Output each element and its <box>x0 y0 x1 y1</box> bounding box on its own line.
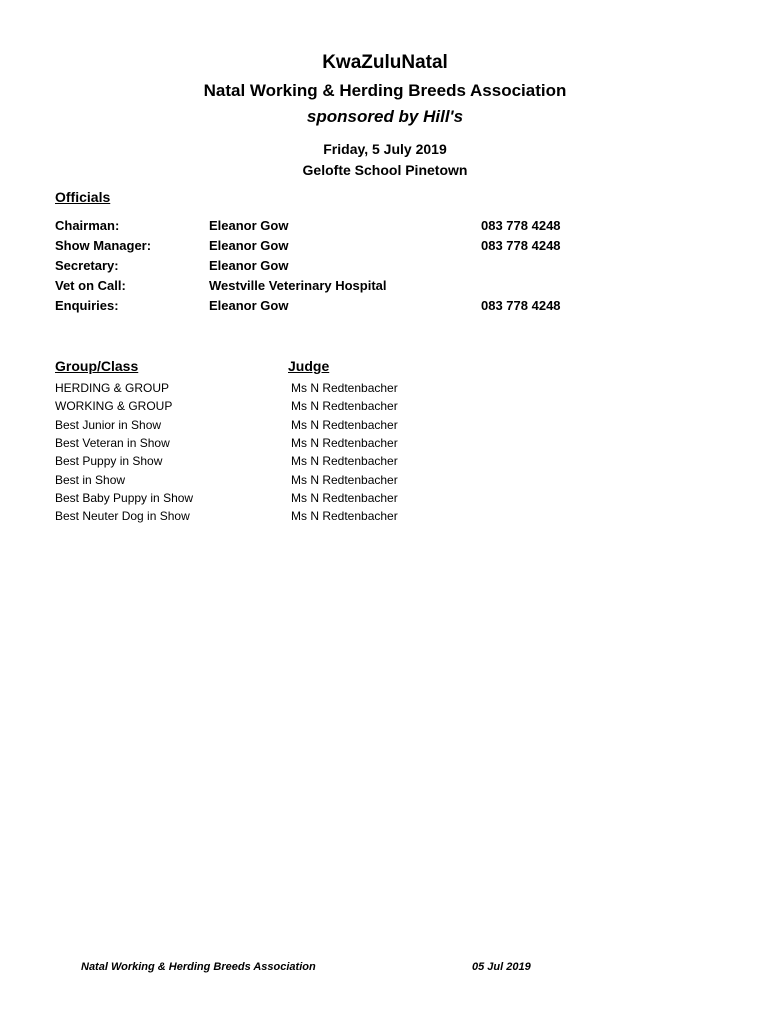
sponsor-line: sponsored by Hill's <box>306 107 464 126</box>
class-row <box>0 473 770 491</box>
official-phone: 083 778 4248 <box>481 298 561 313</box>
official-name: Eleanor Gow <box>209 258 289 273</box>
footer-organisation: Natal Working & Herding Breeds Association <box>81 961 316 973</box>
class-name: WORKING & GROUP <box>55 399 173 413</box>
class-name: Best in Show <box>55 473 126 487</box>
group-class-heading: Group/Class <box>55 358 139 374</box>
official-phone: 083 778 4248 <box>481 238 561 253</box>
official-role: Enquiries: <box>55 298 119 313</box>
class-judge: Ms N Redtenbacher <box>291 509 398 523</box>
class-judge: Ms N Redtenbacher <box>291 473 398 487</box>
region-title: KwaZuluNatal <box>322 52 448 73</box>
official-role: Show Manager: <box>55 238 152 253</box>
official-role: Secretary: <box>55 258 119 273</box>
official-role: Vet on Call: <box>55 278 126 293</box>
class-name: Best Veteran in Show <box>55 436 170 450</box>
class-name: Best Puppy in Show <box>55 454 163 468</box>
official-row-secretary <box>0 258 770 278</box>
show-date: Friday, 5 July 2019 <box>323 141 447 157</box>
show-venue: Gelofte School Pinetown <box>302 162 468 178</box>
official-name: Westville Veterinary Hospital <box>209 278 387 293</box>
class-judge: Ms N Redtenbacher <box>291 418 398 432</box>
class-name: Best Baby Puppy in Show <box>55 491 194 505</box>
judge-heading: Judge <box>288 358 330 374</box>
class-judge: Ms N Redtenbacher <box>291 436 398 450</box>
official-name: Eleanor Gow <box>209 298 289 313</box>
official-name: Eleanor Gow <box>209 238 289 253</box>
class-judge: Ms N Redtenbacher <box>291 491 398 505</box>
official-name: Eleanor Gow <box>209 218 289 233</box>
official-phone: 083 778 4248 <box>481 218 561 233</box>
class-row <box>0 418 770 436</box>
class-judge: Ms N Redtenbacher <box>291 399 398 413</box>
class-row <box>0 491 770 509</box>
official-row-show-manager <box>0 238 770 258</box>
class-judge: Ms N Redtenbacher <box>291 454 398 468</box>
class-row <box>0 436 770 454</box>
class-row <box>0 454 770 472</box>
association-title: Natal Working & Herding Breeds Association <box>203 81 567 100</box>
class-row <box>0 381 770 399</box>
official-row-vet-on-call <box>0 278 770 298</box>
official-role: Chairman: <box>55 218 120 233</box>
official-row-enquiries <box>0 298 770 318</box>
official-row-chairman <box>0 218 770 238</box>
class-name: HERDING & GROUP <box>55 381 170 395</box>
class-name: Best Junior in Show <box>55 418 162 432</box>
footer-date: 05 Jul 2019 <box>472 961 531 973</box>
class-row <box>0 399 770 417</box>
class-judge: Ms N Redtenbacher <box>291 381 398 395</box>
class-name: Best Neuter Dog in Show <box>55 509 190 523</box>
officials-heading: Officials <box>55 189 111 205</box>
class-row <box>0 509 770 527</box>
